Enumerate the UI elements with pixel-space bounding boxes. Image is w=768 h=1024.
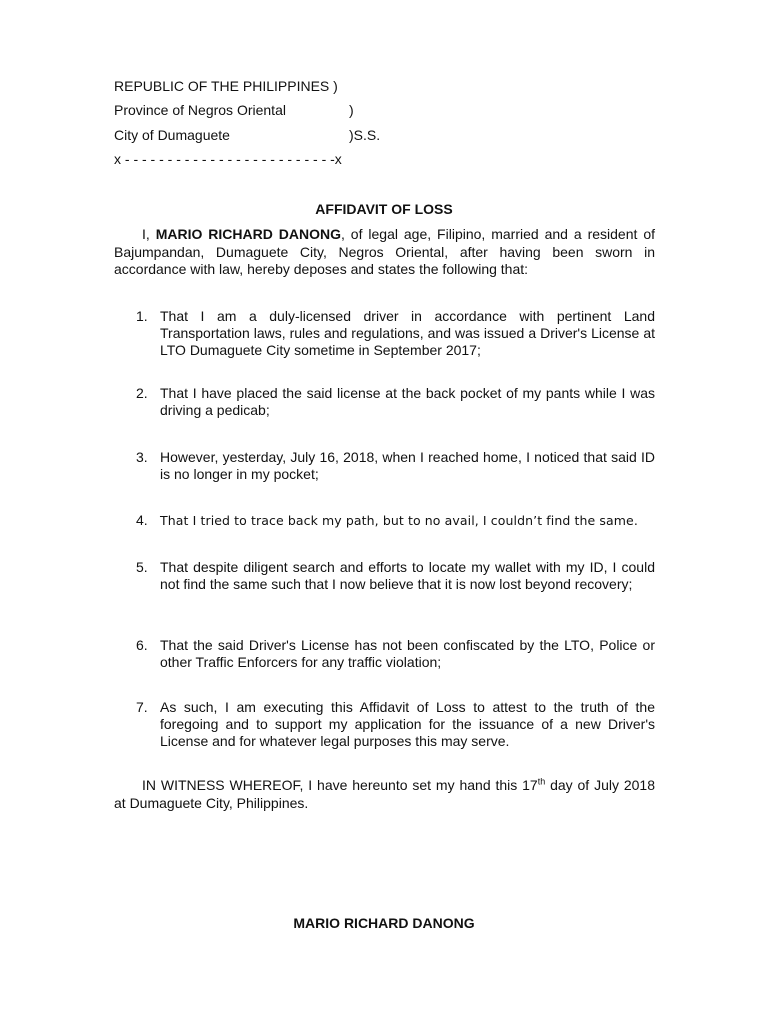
list-item bbox=[136, 512, 655, 529]
list-item bbox=[136, 308, 655, 359]
witness-part2: day of July 2018 at Dumaguete City, Philippines. bbox=[114, 777, 655, 811]
caption-province-paren: ) bbox=[349, 102, 354, 118]
intro-paragraph bbox=[114, 226, 655, 279]
item-text: That despite diligent search and efforts to locate my wallet with my ID, I could not find the same such that I now believe that it is now lost beyond recovery; bbox=[160, 559, 655, 592]
item-number: 6. bbox=[136, 637, 148, 653]
witness-part1: IN WITNESS WHEREOF, I have hereunto set my hand this 17 bbox=[142, 777, 538, 793]
item-text: That I have placed the said license at the back pocket of my pants while I was driving a pedicab; bbox=[160, 385, 655, 418]
caption-city-text: City of Dumaguete bbox=[114, 127, 230, 143]
witness-sup: th bbox=[537, 776, 546, 787]
list-item bbox=[136, 449, 655, 483]
witness-paragraph bbox=[114, 777, 655, 812]
item-number: 5. bbox=[136, 559, 148, 575]
item-number: 3. bbox=[136, 449, 148, 465]
list-item bbox=[136, 699, 655, 750]
intro-rest: , of legal age, Filipino, married and a resident of Bajumpandan, Dumaguete City, Negros Oriental, after having been sworn in accordance with law, hereby deposes and states the following that: bbox=[114, 226, 655, 277]
item-number: 4. bbox=[136, 512, 148, 528]
list-item bbox=[136, 559, 655, 593]
item-number: 7. bbox=[136, 699, 148, 715]
item-number: 2. bbox=[136, 385, 148, 401]
item-number: 1. bbox=[136, 308, 148, 324]
item-text: That the said Driver's License has not been confiscated by the LTO, Police or other Traffic Enforcers for any traffic violation; bbox=[160, 637, 655, 670]
document-title: AFFIDAVIT OF LOSS bbox=[315, 201, 453, 217]
item-text: As such, I am executing this Affidavit of Loss to attest to the truth of the foregoing and to support my application for the issuance of a new Driver's License and for whatever legal purposes this may serve. bbox=[160, 699, 655, 749]
item-text: However, yesterday, July 16, 2018, when I reached home, I noticed that said ID is no longer in my pocket; bbox=[160, 449, 655, 482]
item-text: That I tried to trace back my path, but to no avail, I couldn’t find the same. bbox=[160, 513, 638, 528]
caption-province bbox=[114, 102, 286, 119]
item-text: That I am a duly-licensed driver in accordance with pertinent Land Transportation laws, rules and regulations, and was issued a Driver's License at LTO Dumaguete City sometime in September 2017; bbox=[160, 308, 655, 358]
caption-republic: REPUBLIC OF THE PHILIPPINES ) bbox=[114, 78, 338, 94]
intro-prefix: I, bbox=[142, 226, 150, 242]
list-item bbox=[136, 637, 655, 671]
caption-city-paren: )S.S. bbox=[349, 127, 381, 143]
list-item bbox=[136, 385, 655, 419]
caption-city bbox=[114, 127, 230, 144]
affiant-name: MARIO RICHARD DANONG bbox=[155, 226, 341, 242]
caption-province-text: Province of Negros Oriental bbox=[114, 102, 286, 118]
caption-separator: x - - - - - - - - - - - - - - - - - - - - - - - - -x bbox=[114, 151, 342, 167]
signer-name: MARIO RICHARD DANONG bbox=[293, 915, 475, 931]
